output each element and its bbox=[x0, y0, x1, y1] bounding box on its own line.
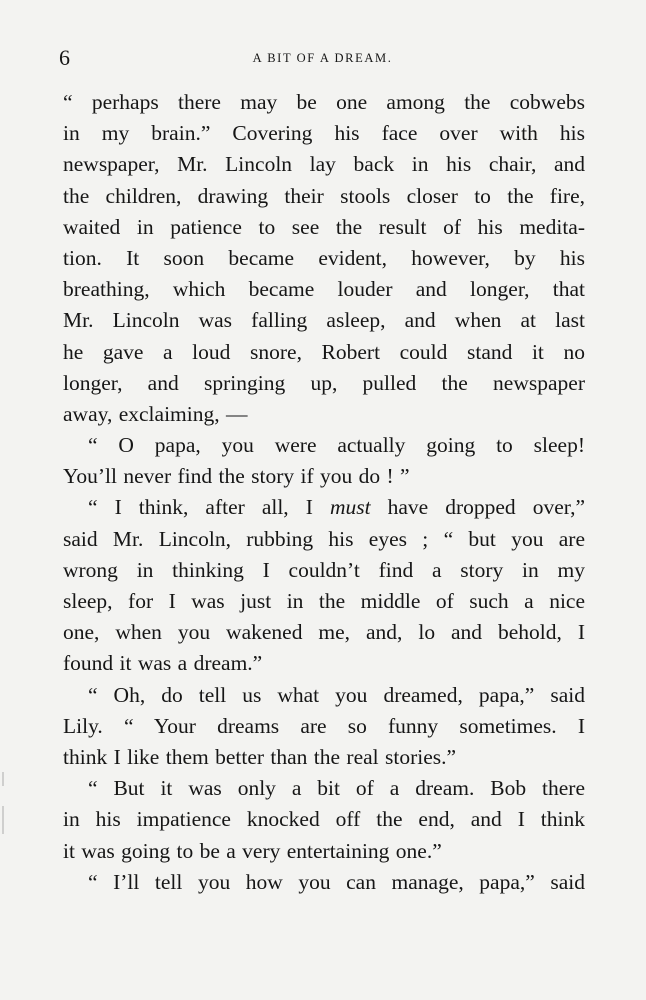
emphasized-word: must bbox=[329, 495, 371, 520]
text-line: “ Oh, do tell us what you dreamed, papa,” said bbox=[88, 682, 585, 707]
text-line: tion. It soon became evident, however, by his bbox=[63, 245, 585, 270]
text-segment: “ I think, after all, I bbox=[88, 495, 330, 520]
text-line: think I like them better than the real stories.” bbox=[63, 744, 457, 769]
text-line: he gave a loud snore, Robert could stand it no bbox=[63, 339, 585, 364]
text-line: “ I’ll tell you how you can manage, papa,” said bbox=[88, 869, 585, 894]
paper-edge-mark bbox=[2, 772, 4, 786]
page-number: 6 bbox=[59, 45, 70, 70]
text-line: “ But it was only a bit of a dream. Bob there bbox=[88, 776, 585, 801]
text-line: Mr. Lincoln was falling asleep, and when at last bbox=[63, 308, 585, 333]
text-line: breathing, which became louder and longer, that bbox=[63, 277, 585, 302]
text-line: sleep, for I was just in the middle of such a nice bbox=[63, 589, 585, 613]
text-line: Lily. “ Your dreams are so funny sometimes. I bbox=[63, 713, 585, 738]
page-header bbox=[59, 46, 586, 70]
text-line: said Mr. Lincoln, rubbing his eyes ; “ but you are bbox=[63, 526, 585, 551]
text-line bbox=[63, 492, 585, 523]
text-line: in his impatience knocked off the end, and I think bbox=[63, 807, 585, 832]
text-line: “ perhaps there may be one among the cobwebs bbox=[63, 90, 585, 114]
text-line: found it was a dream.” bbox=[63, 651, 263, 676]
text-line: the children, drawing their stools closer to the fire, bbox=[63, 183, 585, 208]
text-line: away, exclaiming, — bbox=[63, 401, 248, 426]
text-line: one, when you wakened me, and, lo and behold, I bbox=[63, 620, 585, 645]
text-line: it was going to be a very entertaining one.” bbox=[63, 838, 442, 863]
text-segment: have dropped over,” bbox=[370, 495, 585, 520]
text-line: in my brain.” Covering his face over with his bbox=[63, 121, 585, 146]
body-text bbox=[63, 87, 585, 898]
text-line: longer, and springing up, pulled the newspaper bbox=[63, 370, 585, 395]
text-line: You’ll never find the story if you do ! ” bbox=[63, 464, 410, 489]
text-line: “ O papa, you were actually going to sleep! bbox=[88, 433, 585, 458]
text-line: waited in patience to see the result of his medita- bbox=[63, 214, 585, 239]
text-line: newspaper, Mr. Lincoln lay back in his chair, and bbox=[63, 152, 585, 177]
text-line: wrong in thinking I couldn’t find a story in my bbox=[63, 557, 585, 582]
running-head: A BIT OF A DREAM. bbox=[252, 51, 393, 65]
paper-edge-mark bbox=[2, 806, 4, 834]
